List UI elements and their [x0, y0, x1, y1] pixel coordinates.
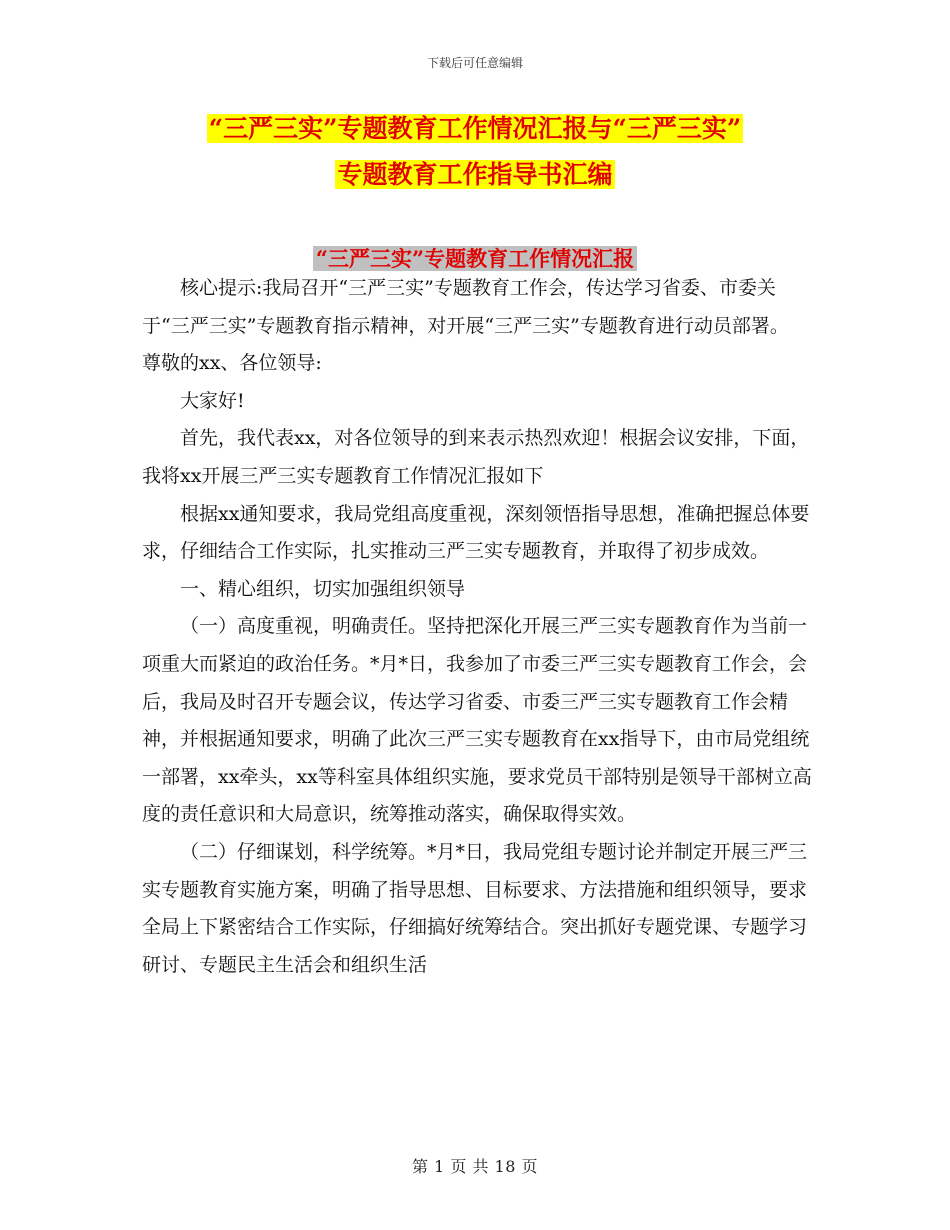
document-title-line-2-text: 专题教育工作指导书汇编	[337, 160, 613, 189]
document-body	[142, 270, 814, 984]
document-title-line-1-text: “三严三实”专题教育工作情况汇报与“三严三实”	[208, 114, 742, 143]
paragraph-item-2: （二）仔细谋划，科学统筹。*月*日，我局党组专题讨论并制定开展三严三实专题教育实施方案，明确了指导思想、目标要求、方法措施和组织领导，要求全局上下紧密结合工作实际，仔细搞好统筹结合。突出抓好专题党课、专题学习研讨、专题民主生活会和组织生活	[142, 840, 808, 976]
document-title-line-2	[0, 158, 950, 192]
page-number-footer: 第 1 页 共 18 页	[412, 1157, 538, 1176]
paragraph-welcome: 首先，我代表xx，对各位领导的到来表示热烈欢迎！根据会议安排，下面，我将xx开展三严三实专题教育工作情况汇报如下	[142, 427, 810, 487]
paragraph-item-1: （一）高度重视，明确责任。坚持把深化开展三严三实专题教育作为当前一项重大而紧迫的政治任务。*月*日，我参加了市委三严三实专题教育工作会，会后，我局及时召开专题会议，传达学习省委、市委三严三实专题教育工作会精神，并根据通知要求，明确了此次三严三实专题教育在xx指导下，由市局党组统一部署，xx牵头，xx等科室具体组织实施，要求党员干部特别是领导干部树立高度的责任意识和大局意识，统筹推动落实，确保取得实效。	[142, 615, 812, 826]
paragraph-greeting: 大家好!	[180, 389, 245, 412]
paragraph-core-tip: 核心提示:我局召开“三严三实”专题教育工作会，传达学习省委、市委关于“三严三实”专题教育指示精神，对开展“三严三实”专题教育进行动员部署。	[142, 277, 789, 337]
section-title-text: “三严三实”专题教育工作情况汇报	[313, 246, 637, 271]
paragraph-heading-1: 一、精心组织，切实加强组织领导	[180, 577, 466, 600]
document-title-line-1	[0, 112, 950, 146]
header-note: 下载后可任意编辑	[426, 56, 523, 70]
paragraph-overview: 根据xx通知要求，我局党组高度重视，深刻领悟指导思想，准确把握总体要求，仔细结合工作实际，扎实推动三严三实专题教育，并取得了初步成效。	[142, 502, 810, 563]
paragraph-salutation: 尊敬的xx、各位领导:	[142, 352, 322, 375]
